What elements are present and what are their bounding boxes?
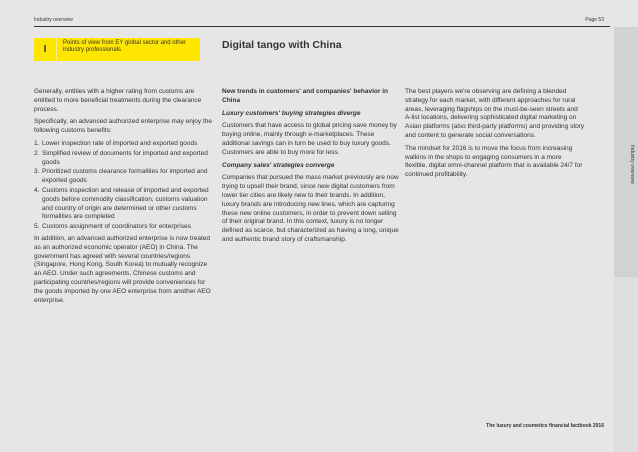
list-item-number: 3. [34, 168, 40, 176]
list-item-number: 2. [34, 149, 40, 157]
list-item-number: 4. [34, 186, 40, 194]
list-item [34, 223, 214, 232]
header-page-number: Page 53 [585, 17, 604, 23]
benefits-list [34, 140, 214, 232]
list-item [34, 168, 214, 186]
col2-paragraph-1: Customers that have access to global pricing save money by buying online, mainly through e-marketplaces. These additional savings can in turn be used to buy luxury goods. Customers are able to buy more for less. [222, 122, 397, 156]
section-badge: I [34, 38, 56, 61]
column-1 [34, 88, 214, 309]
side-tab-label: Industry overview [629, 145, 635, 184]
list-item-text: Prioritized customs clearance formalities for imported and exported goods [42, 168, 208, 185]
col2-paragraph-2: Companies that pursued the mass market previously are now trying to upsell their brand, since new digital customers from lower tier cities are likely new to their brands. In addition, luxury brands are introducing new lines, which are capturing these new online customers, in order to prevent down selling of their original brand. In this context, luxury is no longer defined as scarce, but characterized as having a long, unique and authentic brand story of craftsmanship. [222, 174, 399, 243]
list-item-text: Lower inspection rate of imported and exported goods [42, 139, 198, 147]
col3-paragraph-2: The mindset for 2016 is to move the focus from increasing walkins in the shops to engaging consumers in a more flexible, digital omni-channel platform that is available 24/7 for continued profitability. [405, 144, 583, 179]
footer-text: The luxury and cosmetics financial factbook 2016 [486, 423, 604, 429]
list-item [34, 150, 214, 168]
list-item [34, 187, 214, 222]
list-item-number: 5. [34, 223, 40, 231]
col1-paragraph-2: Specifically, an advanced authorized enterprise may enjoy the following customs benefits: [34, 118, 213, 135]
list-item-number: 1. [34, 139, 40, 147]
col3-paragraph-1: The best players we're observing are defining a blended strategy for each market, with different approaches for rural areas, leveraging flagships on the must-be-seen streets and A-list locations, delivering sophisticated digital marketing on Asian platforms (also third-party platforms) and providing story and content to generate social conversations. [405, 88, 585, 139]
list-item [34, 140, 214, 149]
col2-subheading-2: Company sales' strategies converge [222, 161, 335, 169]
col2-heading: New trends in customers' and companies' behavior in China [222, 88, 388, 104]
col1-paragraph-1: Generally, entities with a higher rating from customs are entitled to more beneficial treatments during the clearance process. [34, 88, 202, 113]
list-item-text: Simplified review of documents for imported and exported goods [42, 149, 208, 166]
column-3 [405, 88, 585, 184]
page-title: Digital tango with China [222, 39, 342, 51]
column-2 [222, 88, 402, 249]
header-section-label: Industry overview [34, 17, 73, 23]
list-item-text: Customs assignment of coordinators for enterprises [42, 223, 191, 231]
header-divider [34, 26, 610, 27]
list-item-text: Customs inspection and release of imported and exported goods before commodity classification, customs valuation and country of origin are determined or other customs formalities are completed [42, 186, 209, 221]
points-of-view-box: Points of view from EY global sector and other industry professionals [56, 38, 200, 61]
col2-subheading-1: Luxury customers' buying strategies diverge [222, 109, 361, 117]
col1-paragraph-3: In addition, an advanced authorized enterprise is now treated as an authorized economic operator (AEO) in China. The government has agreed with several countries/regions (Singapore, Hong Kong, South Korea) to mutually recognize an AEO. Under such agreements, Chinese customs and participating countries/regions will provide conveniences for the goods imported by one AEO enterprise from another AEO enterprise. [34, 234, 211, 304]
